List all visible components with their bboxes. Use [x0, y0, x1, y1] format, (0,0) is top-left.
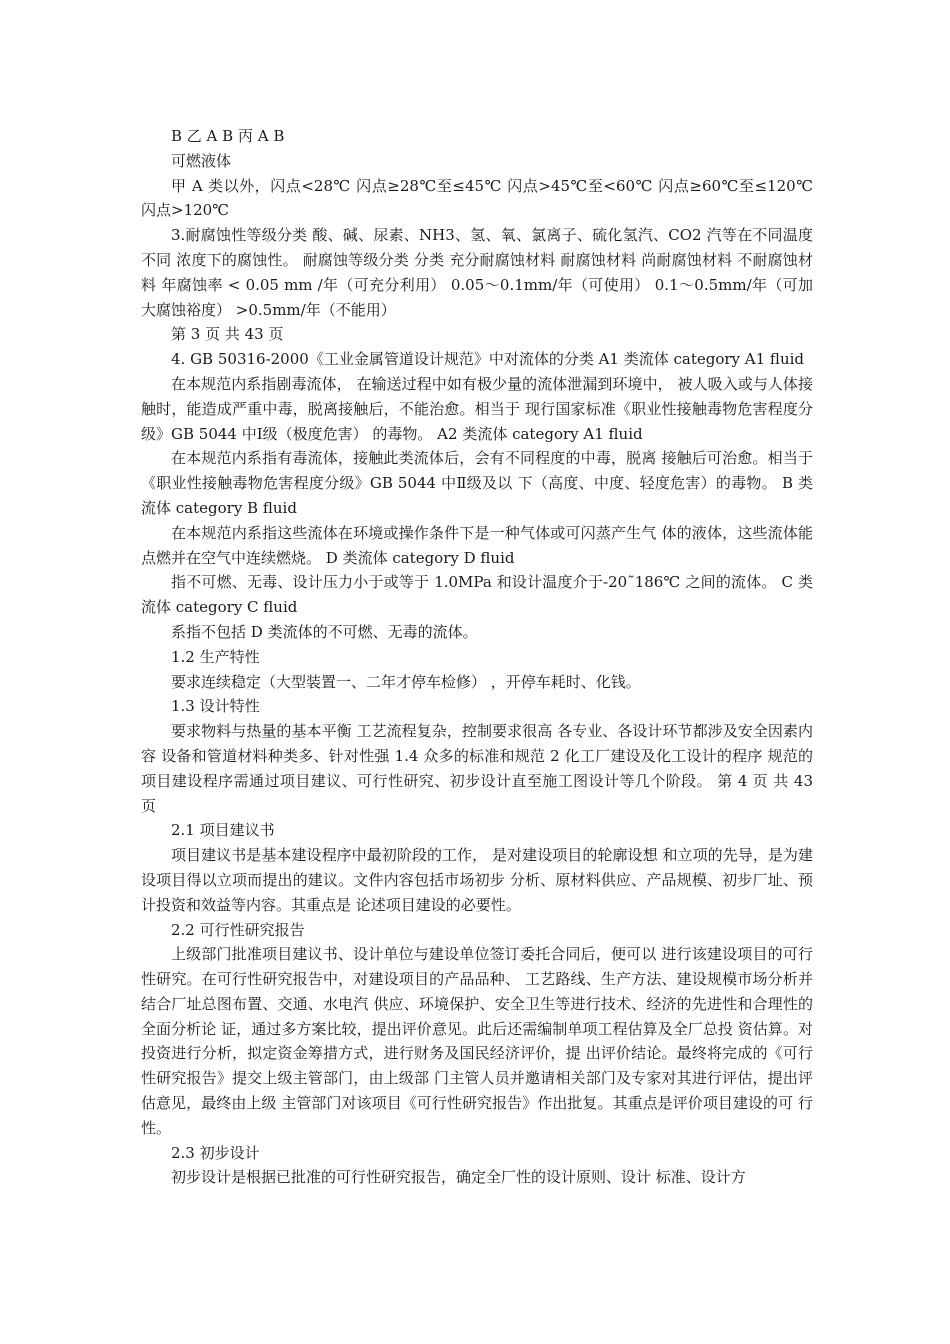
page-number-text: 第 3 页 共 43 页	[171, 325, 284, 344]
paragraph: 甲 A 类以外，闪点<28℃ 闪点≥28℃至≤45℃ 闪点>45℃至<60℃ 闪点≥60℃至≤120℃ 闪点>120℃	[141, 176, 813, 220]
paragraph: 上级部门批准项目建议书、设计单位与建设单位签订委托合同后，便可以 进行该建设项目的可行性研究。在可行性研究报告中，对建设项目的产品品种、 工艺路线、生产方法、建设规模市场分析并结合厂址总图布置、交通、水电汽 供应、环境保护、安全卫生等进行技术、经济的先进性和合理性的全面分析论 证，通过多方案比较，提出评价意见。此后还需编制单项工程估算及全厂总投 资估算。对投资进行分析，拟定资金筹措方式，进行财务及国民经济评价，提 出评价结论。最终将完成的《可行性研究报告》提交上级主管部门，由上级部 门主管人员并邀请相关部门及专家对其进行评估，提出评估意见，最终由上级 主管部门对该项目《可行性研究报告》作出批复。其重点是评价项目建设的可 行性。	[141, 945, 813, 1137]
section-heading: 2.1 项目建议书	[171, 821, 275, 840]
section-heading: 1.2 生产特性	[171, 647, 260, 666]
paragraph: B 乙 A B 丙 A B	[171, 127, 285, 145]
section-heading: 1.3 设计特性	[171, 697, 260, 716]
document-body	[141, 124, 813, 1190]
paragraph: 可燃液体	[171, 151, 232, 170]
section-heading: 2.3 初步设计	[171, 1143, 260, 1162]
paragraph: 项目建议书是基本建设程序中最初阶段的工作， 是对建设项目的轮廓设想 和立项的先导，是为建设项目得以立项而提出的建议。文件内容包括市场初步 分析、原材料供应、产品规模、初步厂址、预计投资和效益等内容。其重点是 论述项目建设的必要性。	[141, 846, 813, 914]
paragraph: 系指不包括 D 类流体的不可燃、无毒的流体。	[171, 622, 478, 641]
paragraph: 在本规范内系指这些流体在环境或操作条件下是一种气体或可闪蒸产生气 体的液体，这些流体能点燃并在空气中连续燃烧。 D 类流体 category D fluid	[141, 523, 813, 567]
paragraph: 指不可燃、无毒、设计压力小于或等于 1.0MPa 和设计温度介于-20˜186℃ 之间的流体。 C 类流体 category C fluid	[141, 573, 813, 617]
paragraph: 要求物料与热量的基本平衡 工艺流程复杂，控制要求很高 各专业、各设计环节都涉及安全因素内容 设备和管道材料种类多、针对性强 1.4 众多的标准和规范 2 化工厂建设及化工设计的程序 规范的项目建设程序需通过项目建议、可行性研究、初步设计直至施工图设计等几个阶段。 第 4 页 共 43 页	[141, 722, 813, 815]
paragraph: 要求连续稳定（大型装置一、二年才停车检修） ，开停车耗时、化钱。	[171, 672, 641, 691]
section-heading: 4. GB 50316-2000《工业金属管道设计规范》中对流体的分类 A1 类流体 category A1 fluid	[171, 350, 804, 369]
paragraph: 在本规范内系指剧毒流体， 在输送过程中如有极少量的流体泄漏到环境中， 被人吸入或与人体接触时，能造成严重中毒，脱离接触后，不能治愈。相当于 现行国家标准《职业性接触毒物危害程度分级》GB 5044 中Ⅰ级（极度危害） 的毒物。 A2 类流体 category A1 fluid	[141, 374, 813, 443]
section-heading: 2.2 可行性研究报告	[171, 920, 305, 939]
paragraph: 在本规范内系指有毒流体，接触此类流体后，会有不同程度的中毒，脱离 接触后可治愈。相当于《职业性接触毒物危害程度分级》GB 5044 中Ⅱ级及以 下（高度、中度、轻度危害）的毒物。 B 类流体 category B fluid	[141, 449, 813, 517]
paragraph: 初步设计是根据已批准的可行性研究报告，确定全厂性的设计原则、设计 标准、设计方	[171, 1168, 746, 1187]
paragraph: 3.耐腐蚀性等级分类 酸、碱、尿素、NH3、氢、氧、氯离子、硫化氢汽、CO2 汽等在不同温度不同 浓度下的腐蚀性。 耐腐蚀等级分类 分类 充分耐腐蚀材料 耐腐蚀材料 尚耐腐蚀材料 不耐腐蚀材料 年腐蚀率 < 0.05 mm /年（可充分利用） 0.05～0.1mm/年（可使用） 0.1～0.5mm/年（可加大腐蚀裕度） >0.5mm/年（不能用）	[141, 226, 813, 319]
